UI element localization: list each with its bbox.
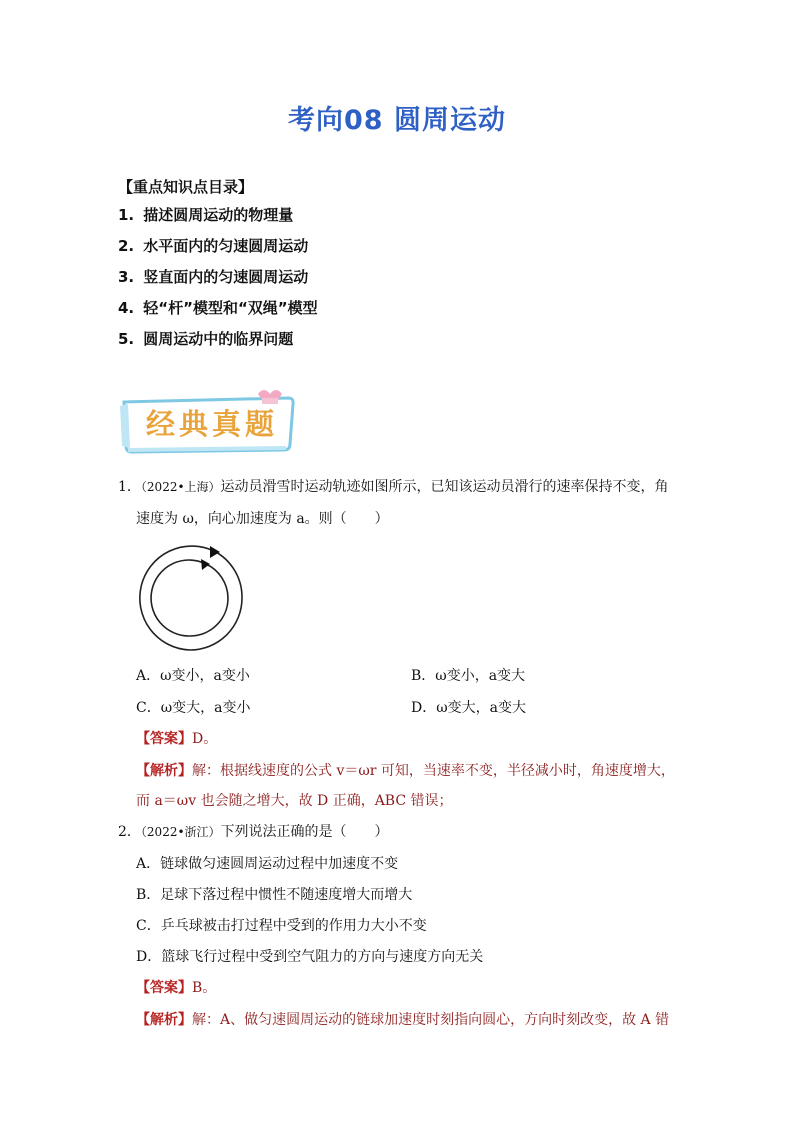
question-stem: 下列说法正确的是（ ） bbox=[220, 824, 389, 840]
toc-text: 描述圆周运动的物理量 bbox=[143, 206, 294, 224]
question-1 bbox=[118, 477, 688, 497]
question-source: （2022•浙江） bbox=[140, 825, 221, 839]
spiral-track-figure bbox=[130, 538, 250, 658]
toc-item bbox=[118, 235, 318, 266]
answer-label: 【答案】 bbox=[136, 980, 192, 996]
toc-num: 1. bbox=[118, 206, 135, 224]
analysis-text: 解：A、做匀速圆周运动的链球加速度时刻指向圆心，方向时刻改变，故 A 错 bbox=[192, 1012, 670, 1028]
toc-num: 3. bbox=[118, 268, 135, 286]
toc-item bbox=[118, 266, 318, 297]
toc-text: 轻“杆”模型和“双绳”模型 bbox=[143, 299, 318, 317]
section-banner bbox=[118, 388, 300, 456]
toc-text: 竖直面内的匀速圆周运动 bbox=[143, 268, 309, 286]
answer-label: 【答案】 bbox=[136, 731, 192, 747]
option-d: D．ω变大，a变大 bbox=[411, 700, 526, 716]
toc-num: 5. bbox=[118, 330, 135, 348]
question-stem-line2: 速度为 ω，向心加速度为 a。则（ ） bbox=[136, 511, 389, 527]
question-number: 2． bbox=[118, 824, 141, 840]
answer-value: D。 bbox=[192, 731, 218, 747]
option-d: D．篮球飞行过程中受到空气阻力的方向与速度方向无关 bbox=[136, 949, 484, 965]
analysis-text: 解：根据线速度的公式 v＝ωr 可知，当速率不变，半径减小时，角速度增大， bbox=[192, 763, 675, 779]
option-a: A．ω变小，a变小 bbox=[136, 668, 250, 684]
answer-1 bbox=[136, 728, 217, 748]
analysis-1 bbox=[136, 760, 675, 780]
toc-num: 4. bbox=[118, 299, 135, 317]
option-a: A．链球做匀速圆周运动过程中加速度不变 bbox=[136, 856, 399, 872]
analysis-2 bbox=[136, 1009, 669, 1029]
analysis-label: 【解析】 bbox=[136, 763, 192, 779]
analysis-1-line2: 而 a＝ωv 也会随之增大，故 D 正确，ABC 错误； bbox=[136, 793, 453, 809]
toc-item bbox=[118, 328, 318, 359]
toc-text: 圆周运动中的临界问题 bbox=[143, 330, 294, 348]
analysis-label: 【解析】 bbox=[136, 1012, 192, 1028]
answer-2 bbox=[136, 977, 216, 997]
toc-heading: 【重点知识点目录】 bbox=[118, 178, 254, 196]
toc-text: 水平面内的匀速圆周运动 bbox=[143, 237, 309, 255]
toc-item bbox=[118, 297, 318, 328]
option-c: C．乒乓球被击打过程中受到的作用力大小不变 bbox=[136, 918, 427, 934]
question-2 bbox=[118, 822, 389, 842]
toc-item bbox=[118, 204, 318, 235]
banner-title: 经典真题 bbox=[146, 407, 279, 441]
option-b: B．ω变小，a变大 bbox=[411, 668, 526, 684]
answer-value: B。 bbox=[192, 980, 217, 996]
option-b: B．足球下落过程中惯性不随速度增大而增大 bbox=[136, 887, 413, 903]
option-c: C．ω变大，a变小 bbox=[136, 700, 251, 716]
page-title: 考向08 圆周运动 bbox=[288, 105, 506, 136]
toc-num: 2. bbox=[118, 237, 135, 255]
question-source: （2022•上海） bbox=[140, 480, 221, 494]
question-stem: 运动员滑雪时运动轨迹如图所示，已知该运动员滑行的速率保持不变，角 bbox=[220, 479, 669, 495]
toc-list bbox=[118, 204, 318, 359]
question-number: 1． bbox=[118, 479, 141, 495]
